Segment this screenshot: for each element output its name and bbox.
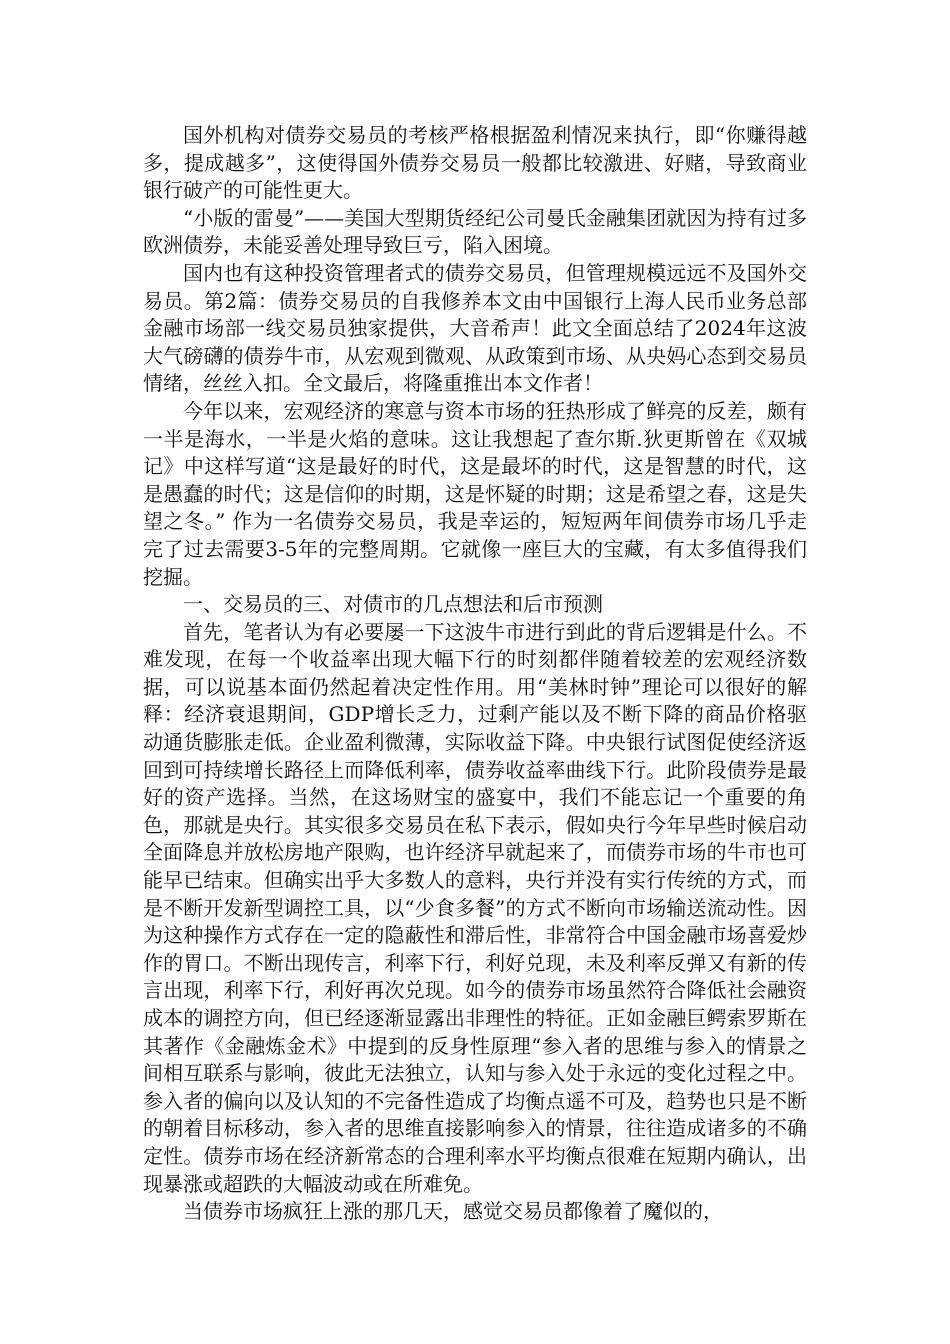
paragraph-domestic-traders: 国内也有这种投资管理者式的债券交易员，但管理规模远远不及国外交易员。第2篇：债券交易员的自我修养本文由中国银行上海人民币业务总部金融市场部一线交易员独家提供，大音希声！此文全面总结了2024年这波大气磅礴的债券牛市，从宏观到微观、从政策到市场、从央妈心态到交易员情绪，丝丝入扣。全文最后，将隆重推出本文作者！: [143, 260, 807, 396]
paragraph-first-logic: 首先，笔者认为有必要屡一下这波牛市进行到此的背后逻辑是什么。不难发现，在每一个收益率出现大幅下行的时刻都伴随着较差的宏观经济数据，可以说基本面仍然起着决定性作用。用“美林时钟”理论可以很好的解释：经济衰退期间，GDP增长乏力，过剩产能以及不断下降的商品价格驱动通货膨胀走低。企业盈利微薄，实际收益下降。中央银行试图促使经济返回到可持续增长路径上而降低利率，债券收益率曲线下行。此阶段债券是最好的资产选择。当然，在这场财宝的盛宴中，我们不能忘记一个重要的角色，那就是央行。其实很多交易员在私下表示，假如央行今年早些时候启动全面降息并放松房地产限购，也许经济早就起来了，而债券市场的牛市也可能早已结束。但确实出乎大多数人的意料，央行并没有实行传统的方式，而是不断开发新型调控工具，以“少食多餐”的方式不断向市场输送流动性。因为这种操作方式存在一定的隐蔽性和滞后性，非常符合中国金融市场喜爱炒作的胃口。不断出现传言，利率下行，利好兑现，未及利率反弹又有新的传言出现，利率下行，利好再次兑现。如今的债券市场虽然符合降低社会融资成本的调控方向，但已经逐渐显露出非理性的特征。正如金融巨鳄索罗斯在其著作《金融炼金术》中提到的反身性原理“参入者的思维与参入的情景之间相互联系与影响，彼此无法独立，认知与参入处于永远的变化过程之中。参入者的偏向以及认知的不完备性造成了均衡点遥不可及，趋势也只是不断的朝着目标移动，参入者的思维直接影响参入的情景，往往造成诸多的不确定性。债券市场在经济新常态的合理利率水平均衡点很难在短期内确认，出现暴涨或超跌的大幅波动或在所难免。: [143, 619, 807, 1196]
document-body: [143, 122, 807, 1226]
paragraph-mini-lehman: “小版的雷曼”——美国大型期货经纪公司曼氏金融集团就因为持有过多欧洲债券，未能妥善处理导致巨亏，陷入困境。: [143, 205, 807, 258]
paragraph-this-year: 今年以来，宏观经济的寒意与资本市场的狂热形成了鲜亮的反差，颇有一半是海水，一半是火焰的意味。这让我想起了查尔斯.狄更斯曾在《双城记》中这样写道“这是最好的时代，这是最坏的时代，这是智慧的时代，这是愚蠢的时代；这是信仰的时期，这是怀疑的时期；这是希望之春，这是失望之冬。” 作为一名债券交易员，我是幸运的，短短两年间债券市场几乎走完了过去需要3-5年的完整周期。它就像一座巨大的宝藏，有太多值得我们挖掘。: [143, 398, 807, 589]
paragraph-foreign-assessment: 国外机构对债券交易员的考核严格根据盈利情况来执行，即“你赚得越多，提成越多”，这使得国外债券交易员一般都比较激进、好赌，导致商业银行破产的可能性更大。: [143, 123, 807, 203]
paragraph-market-rally: 当债券市场疯狂上涨的那几天，感觉交易员都像着了魔似的，: [183, 1199, 723, 1224]
section-heading: 一、交易员的三、对债市的几点想法和后市预测: [183, 592, 603, 617]
